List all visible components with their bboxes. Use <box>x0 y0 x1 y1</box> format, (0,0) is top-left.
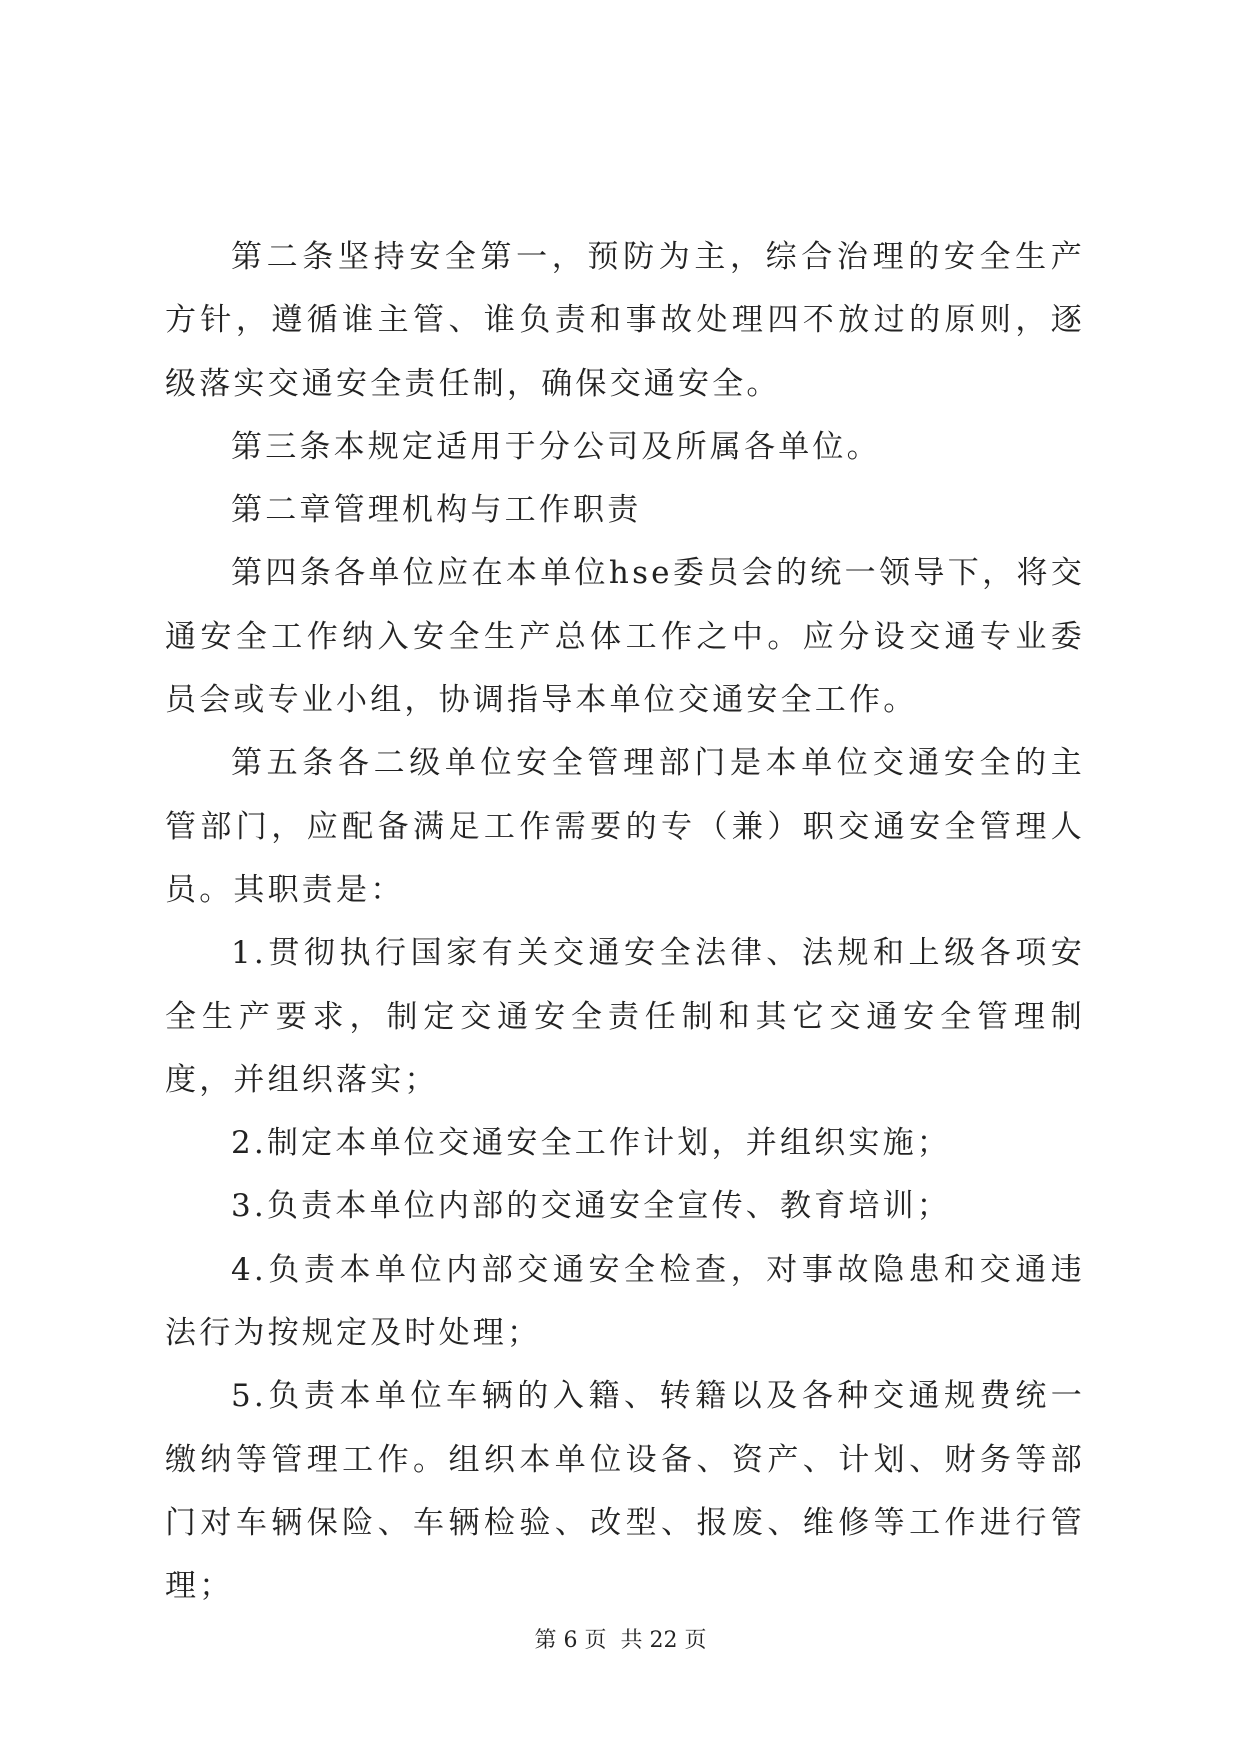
page-number-label: 第 6 页 共 22 页 <box>534 1628 707 1653</box>
list-item-2: 2.制定本单位交通安全工作计划，并组织实施； <box>231 1125 951 1162</box>
list-item-5: 5.负责本单位车辆的入籍、转籍以及各种交通规费统一缴纳等管理工作。组织本单位设备、资产、计划、财务等部门对车辆保险、车辆检验、改型、报废、维修等工作进行管理； <box>165 1378 1085 1605</box>
page-footer <box>0 1626 1241 1656</box>
paragraph-article-2: 第二条坚持安全第一，预防为主，综合治理的安全生产方针，遵循谁主管、谁负责和事故处理四不放过的原则，逐级落实交通安全责任制，确保交通安全。 <box>165 239 1085 402</box>
chapter-heading: 第二章管理机构与工作职责 <box>231 492 642 529</box>
list-item-1: 1.贯彻执行国家有关交通安全法律、法规和上级各项安全生产要求，制定交通安全责任制和其它交通安全管理制度，并组织落实； <box>165 935 1085 1098</box>
list-item-4: 4.负责本单位内部交通安全检查，对事故隐患和交通违法行为按规定及时处理； <box>165 1251 1085 1352</box>
paragraph-article-3: 第三条本规定适用于分公司及所属各单位。 <box>231 428 881 465</box>
paragraph-article-5: 第五条各二级单位安全管理部门是本单位交通安全的主管部门，应配备满足工作需要的专（兼）职交通安全管理人员。其职责是： <box>165 745 1085 908</box>
document-body <box>165 226 1085 1619</box>
paragraph-article-4: 第四条各单位应在本单位hse委员会的统一领导下，将交通安全工作纳入安全生产总体工作之中。应分设交通专业委员会或专业小组，协调指导本单位交通安全工作。 <box>165 555 1085 719</box>
list-item-3: 3.负责本单位内部的交通安全宣传、教育培训； <box>231 1188 951 1225</box>
